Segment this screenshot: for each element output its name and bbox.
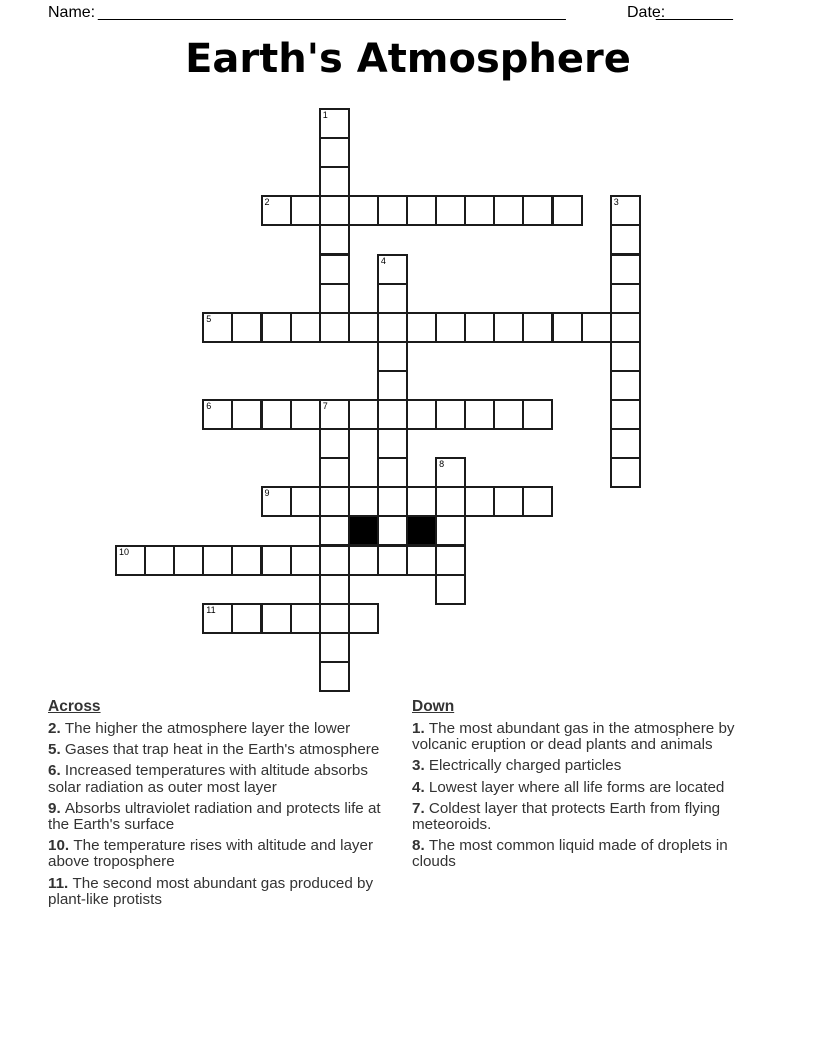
clue-across-6 xyxy=(48,763,390,795)
clue-down-8 xyxy=(412,838,754,870)
clue-across-10 xyxy=(48,838,390,870)
grid-cell[interactable] xyxy=(377,195,408,226)
crossword-grid xyxy=(115,108,675,708)
grid-cell[interactable] xyxy=(406,486,437,517)
clue-number: 10. xyxy=(48,837,74,855)
grid-cell[interactable] xyxy=(406,195,437,226)
grid-cell[interactable] xyxy=(377,254,408,285)
grid-cell[interactable] xyxy=(610,224,641,255)
clue-number: 11. xyxy=(48,874,73,892)
grid-cell[interactable] xyxy=(377,515,408,546)
cell-number: 7 xyxy=(322,401,328,411)
grid-cell[interactable] xyxy=(348,545,379,576)
grid-cell[interactable] xyxy=(319,108,350,139)
grid-cell[interactable] xyxy=(261,545,292,576)
grid-cell[interactable] xyxy=(610,283,641,314)
grid-cell[interactable] xyxy=(522,195,553,226)
black-cell xyxy=(348,515,379,546)
clue-text: The most abundant gas in the atmosphere by volcanic eruption or dead plants and animals xyxy=(412,720,735,754)
clue-down-7 xyxy=(412,801,754,833)
clue-text: Lowest layer where all life forms are located xyxy=(428,778,725,796)
grid-cell[interactable] xyxy=(319,574,350,605)
name-label: Name: xyxy=(48,4,96,21)
grid-cell[interactable] xyxy=(464,195,495,226)
grid-cell[interactable] xyxy=(610,341,641,372)
grid-cell[interactable] xyxy=(319,515,350,546)
grid-cell[interactable] xyxy=(610,195,641,226)
grid-cell[interactable] xyxy=(173,545,204,576)
clue-text: Coldest layer that protects Earth from flying meteoroids. xyxy=(412,799,721,834)
grid-cell[interactable] xyxy=(319,137,350,168)
grid-cell[interactable] xyxy=(610,457,641,488)
cell-number: 11 xyxy=(206,604,216,615)
grid-cell[interactable] xyxy=(522,399,553,430)
down-heading: Down xyxy=(412,698,455,715)
clue-text: The most common liquid made of droplets in clouds xyxy=(412,837,728,871)
grid-cell[interactable] xyxy=(493,399,524,430)
black-cell xyxy=(406,515,437,546)
grid-cell[interactable] xyxy=(377,428,408,459)
grid-cell[interactable] xyxy=(348,603,379,634)
cell-number: 2 xyxy=(264,197,270,208)
grid-cell[interactable] xyxy=(435,574,466,605)
grid-cell[interactable] xyxy=(377,486,408,517)
grid-cell[interactable] xyxy=(610,312,641,343)
grid-cell[interactable] xyxy=(377,341,408,372)
clue-text: The higher the atmosphere layer the lower xyxy=(64,720,351,737)
grid-cell[interactable] xyxy=(319,661,350,692)
grid-cell[interactable] xyxy=(435,195,466,226)
grid-cell[interactable] xyxy=(261,399,292,430)
grid-cell[interactable] xyxy=(319,545,350,576)
down-clue-list xyxy=(412,721,754,871)
grid-cell[interactable] xyxy=(290,603,321,634)
clue-text: The temperature rises with altitude and layer above troposphere xyxy=(48,837,374,871)
grid-cell[interactable] xyxy=(290,399,321,430)
clue-down-1 xyxy=(412,721,754,753)
grid-cell[interactable] xyxy=(115,545,146,576)
across-heading: Across xyxy=(48,698,101,715)
grid-cell[interactable] xyxy=(464,399,495,430)
grid-cell[interactable] xyxy=(348,399,379,430)
grid-cell[interactable] xyxy=(319,166,350,197)
page-title: Earth's Atmosphere xyxy=(185,36,631,82)
grid-cell[interactable] xyxy=(348,312,379,343)
grid-cell[interactable] xyxy=(319,254,350,285)
grid-cell[interactable] xyxy=(493,486,524,517)
grid-cell[interactable] xyxy=(319,283,350,314)
clue-number: 9. xyxy=(48,799,65,817)
clue-number: 5. xyxy=(48,741,65,759)
grid-cell[interactable] xyxy=(202,312,233,343)
clue-text: The second most abundant gas produced by plant-like protists xyxy=(48,874,374,908)
grid-cell[interactable] xyxy=(435,399,466,430)
grid-cell[interactable] xyxy=(435,545,466,576)
cell-number: 1 xyxy=(322,110,328,120)
grid-cell[interactable] xyxy=(319,399,350,430)
grid-cell[interactable] xyxy=(435,312,466,343)
clue-text: Increased temperatures with altitude absorbs solar radiation as outer most layer xyxy=(48,762,368,796)
grid-cell[interactable] xyxy=(261,603,292,634)
grid-cell[interactable] xyxy=(231,399,262,430)
grid-cell[interactable] xyxy=(290,312,321,343)
date-label: Date: xyxy=(627,4,666,21)
grid-cell[interactable] xyxy=(377,312,408,343)
clue-number: 1. xyxy=(412,720,429,737)
grid-cell[interactable] xyxy=(261,486,292,517)
grid-cell[interactable] xyxy=(435,515,466,546)
grid-cell[interactable] xyxy=(552,312,583,343)
grid-cell[interactable] xyxy=(435,457,466,488)
clue-number: 3. xyxy=(412,757,429,775)
grid-cell[interactable] xyxy=(144,545,175,576)
cell-number: 8 xyxy=(439,459,445,470)
grid-cell[interactable] xyxy=(319,195,350,226)
grid-cell[interactable] xyxy=(610,254,641,285)
grid-cell[interactable] xyxy=(377,399,408,430)
grid-cell[interactable] xyxy=(464,312,495,343)
clue-across-9 xyxy=(48,801,390,833)
grid-cell[interactable] xyxy=(261,312,292,343)
cell-number: 10 xyxy=(119,546,130,557)
grid-cell[interactable] xyxy=(552,195,583,226)
grid-cell[interactable] xyxy=(290,486,321,517)
grid-cell[interactable] xyxy=(522,312,553,343)
grid-cell[interactable] xyxy=(377,283,408,314)
grid-cell[interactable] xyxy=(464,486,495,517)
grid-cell[interactable] xyxy=(231,312,262,343)
grid-cell[interactable] xyxy=(261,195,292,226)
grid-cell[interactable] xyxy=(319,312,350,343)
clue-number: 6. xyxy=(48,762,65,780)
across-clues-section xyxy=(48,699,390,913)
grid-cell[interactable] xyxy=(493,195,524,226)
name-fill-line: _______________________________________________________ xyxy=(98,4,566,21)
clue-across-5 xyxy=(48,742,390,758)
cell-number: 9 xyxy=(264,488,270,499)
grid-cell[interactable] xyxy=(522,486,553,517)
across-clue-list xyxy=(48,721,390,908)
grid-cell[interactable] xyxy=(610,399,641,430)
clue-text: Absorbs ultraviolet radiation and protects life at the Earth's surface xyxy=(48,799,381,834)
grid-cell[interactable] xyxy=(231,545,262,576)
grid-cell[interactable] xyxy=(319,428,350,459)
clue-down-3 xyxy=(412,758,754,774)
grid-cell[interactable] xyxy=(202,545,233,576)
clue-text: Gases that trap heat in the Earth's atmosphere xyxy=(64,741,380,759)
grid-cell[interactable] xyxy=(581,312,612,343)
clue-number: 8. xyxy=(412,837,429,855)
clue-across-11 xyxy=(48,876,390,908)
clue-across-2 xyxy=(48,721,390,737)
grid-cell[interactable] xyxy=(493,312,524,343)
clue-down-4 xyxy=(412,780,754,796)
cell-number: 3 xyxy=(613,197,619,208)
grid-cell[interactable] xyxy=(435,486,466,517)
grid-cell[interactable] xyxy=(377,545,408,576)
grid-cell[interactable] xyxy=(319,603,350,634)
grid-cell[interactable] xyxy=(610,370,641,401)
grid-cell[interactable] xyxy=(406,312,437,343)
grid-cell[interactable] xyxy=(406,545,437,576)
grid-cell[interactable] xyxy=(231,603,262,634)
grid-cell[interactable] xyxy=(348,486,379,517)
grid-cell[interactable] xyxy=(348,195,379,226)
clue-number: 2. xyxy=(48,720,65,737)
clue-number: 7. xyxy=(412,799,429,817)
grid-cell[interactable] xyxy=(319,457,350,488)
clue-number: 4. xyxy=(412,778,429,796)
grid-cell[interactable] xyxy=(377,457,408,488)
grid-cell[interactable] xyxy=(610,428,641,459)
grid-cell[interactable] xyxy=(406,399,437,430)
grid-cell[interactable] xyxy=(202,399,233,430)
cell-number: 4 xyxy=(380,255,386,266)
clue-text: Electrically charged particles xyxy=(428,757,622,775)
grid-cell[interactable] xyxy=(202,603,233,634)
down-clues-section xyxy=(412,699,754,876)
cell-number: 6 xyxy=(206,401,212,411)
grid-cell[interactable] xyxy=(377,370,408,401)
grid-cell[interactable] xyxy=(290,545,321,576)
grid-cell[interactable] xyxy=(319,632,350,663)
grid-cell[interactable] xyxy=(290,195,321,226)
grid-cell[interactable] xyxy=(319,224,350,255)
cell-number: 5 xyxy=(206,313,212,324)
grid-cell[interactable] xyxy=(319,486,350,517)
date-fill-line: _________ xyxy=(656,4,733,21)
